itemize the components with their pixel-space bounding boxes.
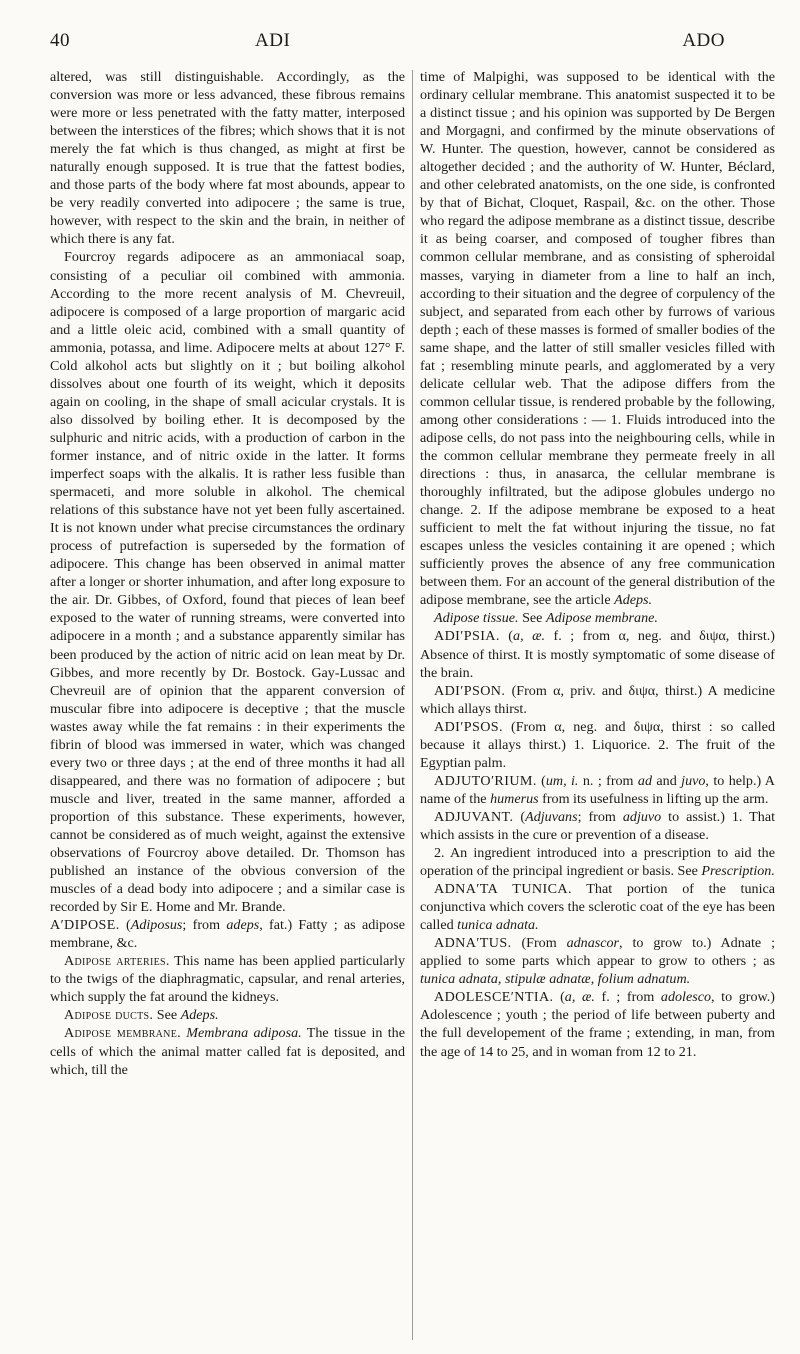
text-run: to assist.) 1. That which assists in the cure or prevention of a disease. xyxy=(420,808,775,843)
text-run: Adeps. xyxy=(614,592,653,609)
paragraph xyxy=(420,627,775,681)
entry-headword: ADJUVANT. xyxy=(434,808,514,825)
paragraph xyxy=(420,68,775,609)
text-run: a, æ. xyxy=(513,628,546,645)
paragraph xyxy=(50,952,405,1006)
text-run: , to grow to.) Adnate ; applied to some parts which appear to grow to others ; as xyxy=(420,935,775,970)
text-run: n. ; from xyxy=(578,772,638,789)
text-run: , to help.) A name of the xyxy=(420,772,775,807)
entry-headword: ADI′PSIA. xyxy=(434,628,500,645)
text-run: ad xyxy=(637,772,653,789)
paragraph xyxy=(50,1006,405,1024)
text-run: (From α, priv. and διψα, thirst.) A medicine which allays thirst. xyxy=(420,682,775,717)
text-run: 2. An ingredient introduced into a prescription to aid the operation of the principal ingredient or basis. See xyxy=(420,845,775,880)
paragraph xyxy=(50,916,405,952)
text-run: This name has been applied particularly to the twigs of the diaphragmatic, capsular, and renal arteries, which supply the fat around the kidneys. xyxy=(50,953,405,1006)
paragraph xyxy=(420,808,775,844)
left-guide-word: ADI xyxy=(255,30,291,51)
paragraph xyxy=(420,880,775,934)
text-run: Membrana adiposa. xyxy=(186,1025,302,1042)
text-run: , fat.) Fatty ; as adipose membrane, &c. xyxy=(50,917,406,952)
paragraph xyxy=(420,988,775,1060)
entry-headword: ADNA′TUS. xyxy=(434,935,512,952)
text-run: The tissue in the cells of which the animal matter called fat is deposited, and which, till the xyxy=(50,1025,405,1078)
entry-headword: ADNA′TA TUNICA. xyxy=(434,881,572,898)
right-guide-word: ADO xyxy=(682,30,725,51)
running-header xyxy=(50,30,765,58)
entry-headword: ADI′PSOS. xyxy=(434,718,503,735)
sub-entry-heading: Adipose membrane. xyxy=(64,1025,181,1042)
sub-entry-heading: Adipose arteries. xyxy=(64,953,170,970)
text-run: (From xyxy=(511,935,567,952)
paragraph xyxy=(420,934,775,988)
paragraph xyxy=(420,772,775,808)
text-run: Prescription. xyxy=(701,863,775,880)
text-run: juvo xyxy=(681,772,706,789)
text-run: ; from xyxy=(182,917,227,934)
text-run: ; from xyxy=(577,808,623,825)
text-run: That portion of the tunica conjunctiva which covers the sclerotic coat of the eye has been called xyxy=(420,881,775,934)
text-run: tunica adnata. xyxy=(457,917,539,934)
text-run: See xyxy=(518,610,546,627)
entry-headword: A′DIPOSE. xyxy=(50,917,120,934)
text-run: Fourcroy regards adipocere as an ammoniacal soap, consisting of a peculiar oil combined with ammonia. According to the more recent analysis of M. Chevreuil, adipocere is composed of a large proportion of margaric acid and a little oleic acid, combined with a small quantity of ammonia, potassa, and lime. Adipocere melts at about 127° F. Cold alkohol acts but slightly on it ; but boiling alkohol dissolves about one fourth of its weight, which it deposits again on cooling, in the shape of small acicular crystals. It is also dissolved by boiling ether. It is decomposed by the sulphuric and nitric acids, with a production of carbon in the former instance, and of nitric oxide in the latter. It forms imperfect soaps with the alkalis. It is rather less fusible than spermaceti, and more soluble in alkohol. The chemical relations of this substance have not yet been fully ascertained. It is not known under what precise circumstances the ordinary process of putrefaction is superseded by the formation of adipocere. This change has been observed in animal matter after a longer or shorter inhumation, and after long exposure to the air. Dr. Gibbes, of Oxford, found that pieces of lean beef exposed to the water of running streams, were converted into adipocere in a month ; and a substance apparently similar has been produced by the action of nitric acid on lean meat by Dr. Gibbes, and more recently by Dr. Bostock. Gay-Lussac and Chevreuil are of opinion that the apparent conversion of muscular fibre into adipocere is deceptive ; that the muscle wastes away while the fat remains : in their experiments the fibrin of blood was immersed in water, which was changed every two or three days ; at the end of three months it had all disappeared, and there was no formation of adipocere ; but muscle and liver, treated in the same manner, afforded a proportion of this substance. These experiments, however, cannot be considered as of much weight, against the extensive observations of Fourcroy above detailed. Dr. Thomson has published an instance of the obvious conversion of the muscles of a dead body into adipocere ; and a similar case is recorded by Sir E. Home and Mr. Brande. xyxy=(50,249,405,916)
text-run: time of Malpighi, was supposed to be identical with the ordinary cellular membrane. This anatomist suspected it to be a distinct tissue ; and his opinion was supported by De Bergen and Morgagni, and confirmed by the minute observations of W. Hunter. The question, however, cannot be considered as altogether decided ; and the authority of W. Hunter, Béclard, and other celebrated anatomists, on the one side, is confronted by that of Bichat, Cloquet, Raspail, &c. on the other. Those who regard the adipose membrane as a distinct tissue, describe it as being coarser, and composed of tougher fibres than common cellular membrane, and as consisting of spheroidal masses, varying in diameter from a line to half an inch, according to their situation and the degree of corpulency of the subject, and separated from each other by furrows of various depth ; each of these masses is formed of smaller bodies of the same shape, and the latter of still smaller vesicles filled with fat ; resembling minute pearls, and agglomerated by a very delicate cellular web. That the adipose differs from the common cellular tissue, is rendered probable by the following, among other considerations : — 1. Fluids introduced into the adipose cells, do not pass into the neighbouring cells, while in the common cellular membrane they permeate freely in all directions : thus, in anasarca, the cellular membrane is thoroughly infiltrated, but the adipose globules undergo no change. 2. If the adipose membrane be exposed to a heat sufficient to melt the fat without injuring the tissue, no fat escapes unless the vesicles containing it are opened ; which sufficiently proves the absence of any free communication between them. For an account of the general distribution of the adipose membrane, see the article xyxy=(420,69,775,609)
text-run: humerus xyxy=(490,790,539,807)
text-run: a, æ. xyxy=(564,989,595,1006)
text-run: (From α, neg. and διψα, thirst : so called because it allays thirst.) 1. Liquorice. 2. The fruit of the Egyptian palm. xyxy=(420,718,775,771)
paragraph xyxy=(420,682,775,718)
paragraph xyxy=(420,609,775,627)
entry-headword: ADJUTO′RIUM. xyxy=(434,772,537,789)
entry-headword: ADOLESCE′NTIA. xyxy=(434,989,554,1006)
paragraph xyxy=(50,248,405,916)
text-run: ( xyxy=(553,989,565,1006)
text-run: adnascor xyxy=(566,935,620,952)
left-column xyxy=(50,68,405,1079)
text-run: altered, was still distinguishable. Accordingly, as the conversion was more or less advanced, these fibrous remains were more or less penetrated with the fatty matter, interposed between the interstices of the fibres; which shows that it is not merely the fat which is thus changed, as might at first be naturally enough supposed. It is true that the fattest bodies, and those parts of the body where fat most abounds, appear to be very readily converted into adipocere ; the same is true, however, with respect to the skin and the brain, in neither of which there is any fat. xyxy=(50,69,405,248)
text-run: Adiposus xyxy=(130,917,183,934)
text-run: and xyxy=(652,772,682,789)
text-run: ( xyxy=(499,628,514,645)
text-run: adjuvo xyxy=(622,808,662,825)
paragraph xyxy=(50,68,405,248)
paragraph xyxy=(420,844,775,880)
text-run: ( xyxy=(513,808,526,825)
text-run: um, i. xyxy=(545,772,579,789)
sub-entry-heading: Adipose ducts. xyxy=(64,1007,154,1024)
text-run: Adipose tissue. xyxy=(434,610,519,627)
text-run: adolesco xyxy=(660,989,712,1006)
column-divider xyxy=(412,70,413,1340)
paragraph xyxy=(420,718,775,772)
text-run: f. ; from α, neg. and διψα, thirst.) Absence of thirst. It is mostly symptomatic of some disease of the brain. xyxy=(420,628,775,681)
paragraph xyxy=(50,1024,405,1078)
text-run: Adjuvans xyxy=(525,808,578,825)
text-run: adeps xyxy=(226,917,260,934)
text-run: See xyxy=(153,1007,181,1024)
page-number: 40 xyxy=(50,30,70,51)
text-run: f. ; from xyxy=(594,989,661,1006)
right-column xyxy=(420,68,775,1061)
text-run: tunica adnata, stipulæ adnatæ, folium adnatum. xyxy=(420,971,691,988)
text-run: Adipose membrane. xyxy=(545,610,658,627)
text-run: , to grow.) Adolescence ; youth ; the period of life between puberty and the full developement of the frame ; extending, in man, from the age of 14 to 25, and in woman from 12 to 21. xyxy=(420,989,775,1060)
entry-headword: ADI′PSON. xyxy=(434,682,506,699)
text-run: Adeps. xyxy=(180,1007,219,1024)
text-run: from its usefulness in lifting up the arm. xyxy=(538,790,769,807)
text-run: ( xyxy=(536,772,546,789)
text-run: ( xyxy=(119,917,131,934)
